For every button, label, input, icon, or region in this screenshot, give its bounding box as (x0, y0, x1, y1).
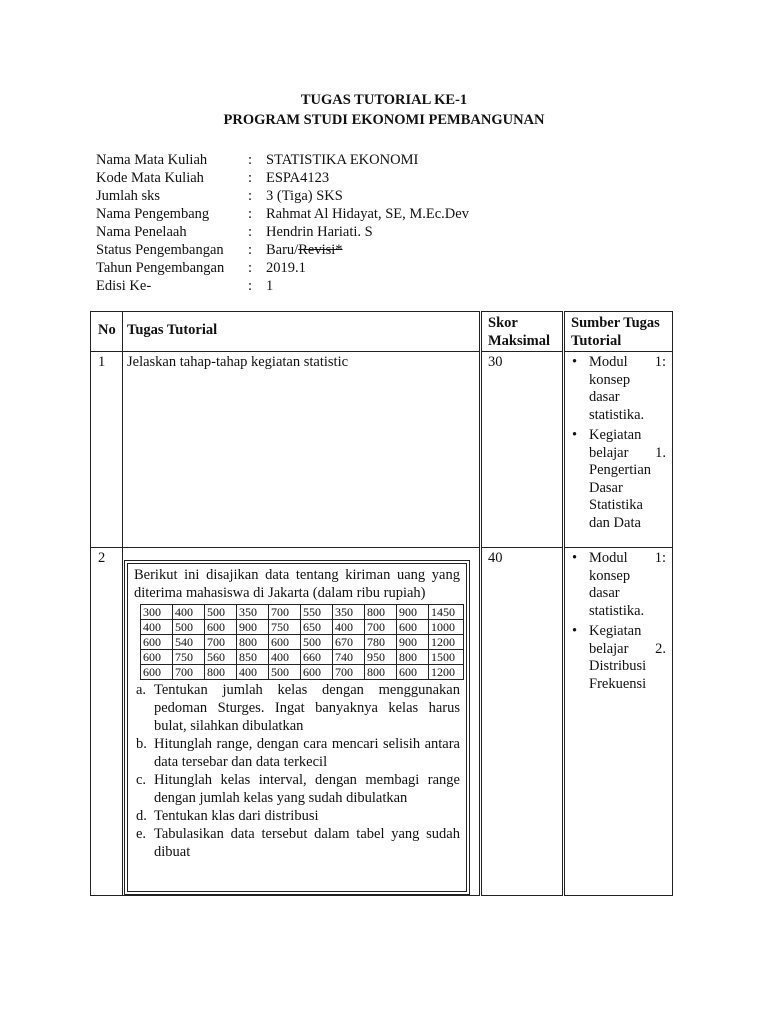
data-cell: 560 (205, 650, 237, 665)
info-value: 2019.1 (266, 260, 306, 276)
question-item (136, 825, 460, 861)
data-row (141, 605, 464, 620)
table-row (91, 352, 673, 548)
question-marker: c. (136, 772, 147, 788)
data-cell: 500 (205, 605, 237, 620)
header-no: No (91, 312, 123, 352)
info-colon: : (248, 206, 253, 222)
data-cell: 400 (237, 665, 269, 680)
data-cell: 900 (397, 635, 429, 650)
data-row (141, 650, 464, 665)
info-row (96, 277, 469, 295)
data-cell: 500 (173, 620, 205, 635)
question-list (130, 681, 464, 861)
question-text: Tentukan klas dari distribusi (154, 808, 319, 824)
source-line: konsep (589, 371, 631, 388)
header-skor-line: Maksimal (488, 333, 551, 349)
source-item (569, 623, 666, 693)
tutorial-table (90, 311, 673, 896)
data-cell: 700 (173, 665, 205, 680)
data-cell: 600 (141, 665, 173, 680)
info-label: Nama Mata Kuliah (96, 152, 208, 168)
data-cell: 1500 (429, 650, 464, 665)
data-cell: 670 (333, 635, 365, 650)
question-text: Tentukan jumlah kelas dengan menggunakan pedoman Sturges. Ingat banyaknya kelas harus bulat, silahkan dibulatkan (154, 682, 460, 734)
data-cell: 740 (333, 650, 365, 665)
header-skor (481, 312, 564, 352)
info-label: Edisi Ke- (96, 278, 152, 294)
data-cell: 700 (205, 635, 237, 650)
data-cell: 600 (397, 665, 429, 680)
data-cell: 500 (269, 665, 301, 680)
info-label: Nama Pengembang (96, 206, 210, 222)
source-word: 1: (654, 550, 666, 566)
header-sumber (564, 312, 673, 352)
source-item (569, 354, 666, 424)
source-word: • Modul (589, 550, 628, 566)
data-cell: 750 (269, 620, 301, 635)
info-colon: : (248, 170, 253, 186)
max-score: 30 (481, 352, 564, 548)
source-line: dasar (589, 585, 620, 601)
info-label: Tahun Pengembangan (96, 260, 225, 276)
data-cell: 800 (205, 665, 237, 680)
data-cell: 400 (173, 605, 205, 620)
info-value: 3 (Tiga) SKS (266, 188, 343, 204)
source-word: belajar (589, 444, 629, 461)
data-cell: 1200 (429, 665, 464, 680)
data-cell: 700 (269, 605, 301, 620)
info-colon: : (248, 242, 253, 258)
task-cell (123, 548, 481, 896)
info-colon: : (248, 260, 253, 276)
row-number: 1 (91, 352, 123, 548)
page-title: TUGAS TUTORIAL KE-1 (300, 92, 468, 108)
data-cell: 600 (301, 665, 333, 680)
task-box (127, 563, 467, 892)
source-list (569, 354, 666, 532)
info-colon: : (248, 278, 253, 294)
data-cell: 1000 (429, 620, 464, 635)
task-intro: Berikut ini disajikan data tentang kiriman uang yang diterima mahasiswa di Jakarta (dalam ribu rupiah) (134, 567, 460, 601)
source-item (569, 427, 666, 532)
info-row (96, 151, 469, 169)
info-colon: : (248, 224, 253, 240)
data-cell: 350 (333, 605, 365, 620)
header-skor-line: Skor (488, 315, 518, 331)
data-cell: 500 (301, 635, 333, 650)
info-colon: : (248, 188, 253, 204)
question-item (136, 771, 460, 807)
info-label: Jumlah sks (96, 188, 161, 204)
data-cell: 600 (141, 650, 173, 665)
info-label: Kode Mata Kuliah (96, 170, 204, 186)
source-line: • Kegiatan (589, 427, 642, 443)
question-marker: a. (136, 682, 147, 698)
data-cell: 550 (301, 605, 333, 620)
question-item (136, 681, 460, 735)
data-cell: 1450 (429, 605, 464, 620)
source-line: Distribusi (589, 658, 647, 674)
info-colon: : (248, 152, 253, 168)
data-cell: 700 (333, 665, 365, 680)
data-cell: 900 (397, 605, 429, 620)
info-row (96, 241, 469, 259)
header-sumber-line: Sumber Tugas (571, 315, 660, 331)
source-item (569, 550, 666, 620)
source-cell (564, 548, 673, 896)
data-cell: 600 (397, 620, 429, 635)
info-row (96, 187, 469, 205)
data-cell: 800 (365, 605, 397, 620)
question-marker: d. (136, 808, 147, 824)
data-cell: 800 (365, 665, 397, 680)
data-cell: 300 (141, 605, 173, 620)
info-row (96, 259, 469, 277)
info-label: Status Pengembangan (96, 242, 224, 258)
data-cell: 660 (301, 650, 333, 665)
source-line: Frekuensi (589, 675, 647, 692)
source-line: statistika. (589, 602, 645, 619)
question-text: Hitunglah kelas interval, dengan membagi range dengan jumlah kelas yang sudah dibulatkan (154, 772, 460, 806)
source-word: • Modul (589, 354, 628, 370)
source-line (589, 354, 666, 372)
source-word: 2. (655, 640, 666, 657)
info-value: Rahmat Al Hidayat, SE, M.Ec.Dev (266, 206, 469, 222)
money-data-table (140, 604, 464, 680)
info-label: Nama Penelaah (96, 224, 187, 240)
data-cell: 400 (333, 620, 365, 635)
data-cell: 800 (237, 635, 269, 650)
data-cell: 650 (301, 620, 333, 635)
info-row (96, 169, 469, 187)
info-value: STATISTIKA EKONOMI (266, 152, 419, 168)
question-text: Tabulasikan data tersebut dalam tabel yang sudah dibuat (154, 826, 460, 860)
source-word: 1. (655, 444, 666, 461)
data-cell: 900 (237, 620, 269, 635)
question-item (136, 735, 460, 771)
data-row (141, 665, 464, 680)
data-cell: 600 (141, 635, 173, 650)
source-line: Dasar (589, 479, 623, 496)
question-item (136, 807, 460, 825)
info-row (96, 205, 469, 223)
data-cell: 850 (237, 650, 269, 665)
info-value: ESPA4123 (266, 170, 330, 186)
source-list (569, 550, 666, 693)
source-line: dan Data (589, 514, 641, 531)
data-row (141, 635, 464, 650)
source-line (589, 641, 666, 659)
data-cell: 400 (269, 650, 301, 665)
data-cell: 350 (237, 605, 269, 620)
source-cell (564, 352, 673, 548)
info-value-struck: Revisi* (298, 242, 343, 258)
data-cell: 750 (173, 650, 205, 665)
source-word: 1: (654, 354, 666, 370)
source-line (589, 550, 666, 568)
header-sumber-line: Tutorial (571, 333, 622, 349)
data-row (141, 620, 464, 635)
source-line: statistika. (589, 406, 645, 423)
table-row (91, 548, 673, 896)
source-line: • Kegiatan (589, 623, 642, 639)
source-line (589, 445, 666, 463)
task-text: Jelaskan tahap-tahap kegiatan statistic (123, 352, 481, 548)
course-info (96, 151, 469, 295)
row-number: 2 (91, 548, 123, 896)
data-cell: 600 (205, 620, 237, 635)
source-line: konsep (589, 567, 631, 584)
source-line: Pengertian (589, 462, 652, 478)
data-cell: 400 (141, 620, 173, 635)
header-tugas: Tugas Tutorial (123, 312, 481, 352)
data-cell: 540 (173, 635, 205, 650)
source-line: Statistika (589, 497, 643, 513)
info-value: Hendrin Hariati. S (266, 224, 373, 240)
data-cell: 950 (365, 650, 397, 665)
max-score: 40 (481, 548, 564, 896)
source-line: dasar (589, 389, 620, 405)
question-marker: b. (136, 736, 147, 752)
data-cell: 780 (365, 635, 397, 650)
data-cell: 700 (365, 620, 397, 635)
question-marker: e. (136, 826, 147, 842)
page-subtitle: PROGRAM STUDI EKONOMI PEMBANGUNAN (223, 112, 545, 128)
info-value: Baru/ (266, 242, 299, 258)
data-cell: 600 (269, 635, 301, 650)
table-header-row (91, 312, 673, 352)
info-row (96, 223, 469, 241)
source-word: belajar (589, 640, 629, 657)
question-text: Hitunglah range, dengan cara mencari selisih antara data tersebar dan data terkecil (154, 736, 460, 770)
data-cell: 800 (397, 650, 429, 665)
info-value: 1 (266, 278, 274, 294)
data-cell: 1200 (429, 635, 464, 650)
